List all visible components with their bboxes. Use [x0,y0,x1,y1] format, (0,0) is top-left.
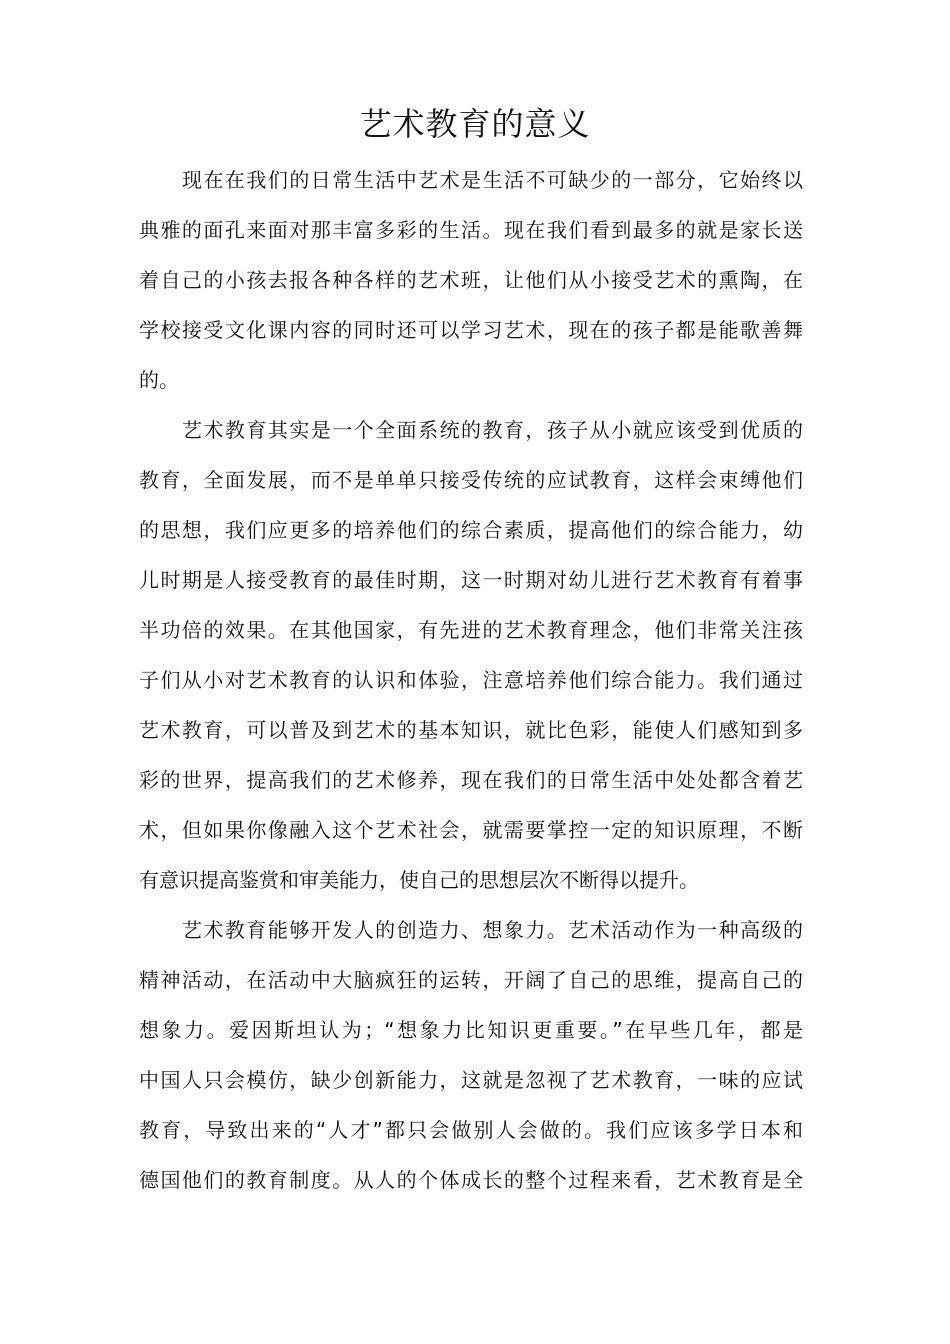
paragraph-1-line-4: 学校接受文化课内容的同时还可以学习艺术，现在的孩子都是能歌善舞 [139,318,803,342]
paragraph-2-line-1: 艺术教育其实是一个全面系统的教育，孩子从小就应该受到优质的 [182,418,803,442]
paragraph-3-line-5: 教育，导致出来的“人才”都只会做别人会做的。我们应该多学日本和 [139,1118,803,1142]
paragraph-2-line-8: 彩的世界，提高我们的艺术修养，现在我们的日常生活中处处都含着艺 [139,768,803,792]
paragraph-3-line-1: 艺术教育能够开发人的创造力、想象力。艺术活动作为一种高级的 [182,918,803,942]
paragraph-2-line-9: 术，但如果你像融入这个艺术社会，就需要掌控一定的知识原理，不断 [139,818,803,842]
paragraph-3-line-3: 想象力。爱因斯坦认为；“想象力比知识更重要。”在早些几年，都是 [139,1018,803,1042]
paragraph-2-line-5: 半功倍的效果。在其他国家，有先进的艺术教育理念，他们非常关注孩 [139,618,803,642]
paragraph-3-line-6: 德国他们的教育制度。从人的个体成长的整个过程来看，艺术教育是全 [139,1168,803,1192]
document-title: 艺术教育的意义 [359,105,591,143]
paragraph-3-line-4: 中国人只会模仿，缺少创新能力，这就是忽视了艺术教育，一味的应试 [139,1068,803,1092]
paragraph-1-line-5: 的。 [139,368,179,392]
paragraph-2-line-7: 艺术教育，可以普及到艺术的基本知识，就比色彩，能使人们感知到多 [139,718,803,742]
paragraph-3-line-2: 精神活动，在活动中大脑疯狂的运转，开阔了自己的思维，提高自己的 [139,968,803,992]
paragraph-2-line-6: 子们从小对艺术教育的认识和体验，注意培养他们综合能力。我们通过 [139,668,803,692]
paragraph-1-line-2: 典雅的面孔来面对那丰富多彩的生活。现在我们看到最多的就是家长送 [139,218,803,242]
paragraph-1-line-1: 现在在我们的日常生活中艺术是生活不可缺少的一部分，它始终以 [182,168,803,192]
paragraph-1-line-3: 着自己的小孩去报各种各样的艺术班，让他们从小接受艺术的熏陶，在 [139,268,803,292]
paragraph-2-line-10: 有意识提高鉴赏和审美能力，使自己的思想层次不断得以提升。 [139,868,699,892]
paragraph-2-line-3: 的思想，我们应更多的培养他们的综合素质，提高他们的综合能力，幼 [139,518,803,542]
paragraph-2-line-4: 儿时期是人接受教育的最佳时期，这一时期对幼儿进行艺术教育有着事 [139,568,803,592]
paragraph-2-line-2: 教育，全面发展，而不是单单只接受传统的应试教育，这样会束缚他们 [139,468,803,492]
